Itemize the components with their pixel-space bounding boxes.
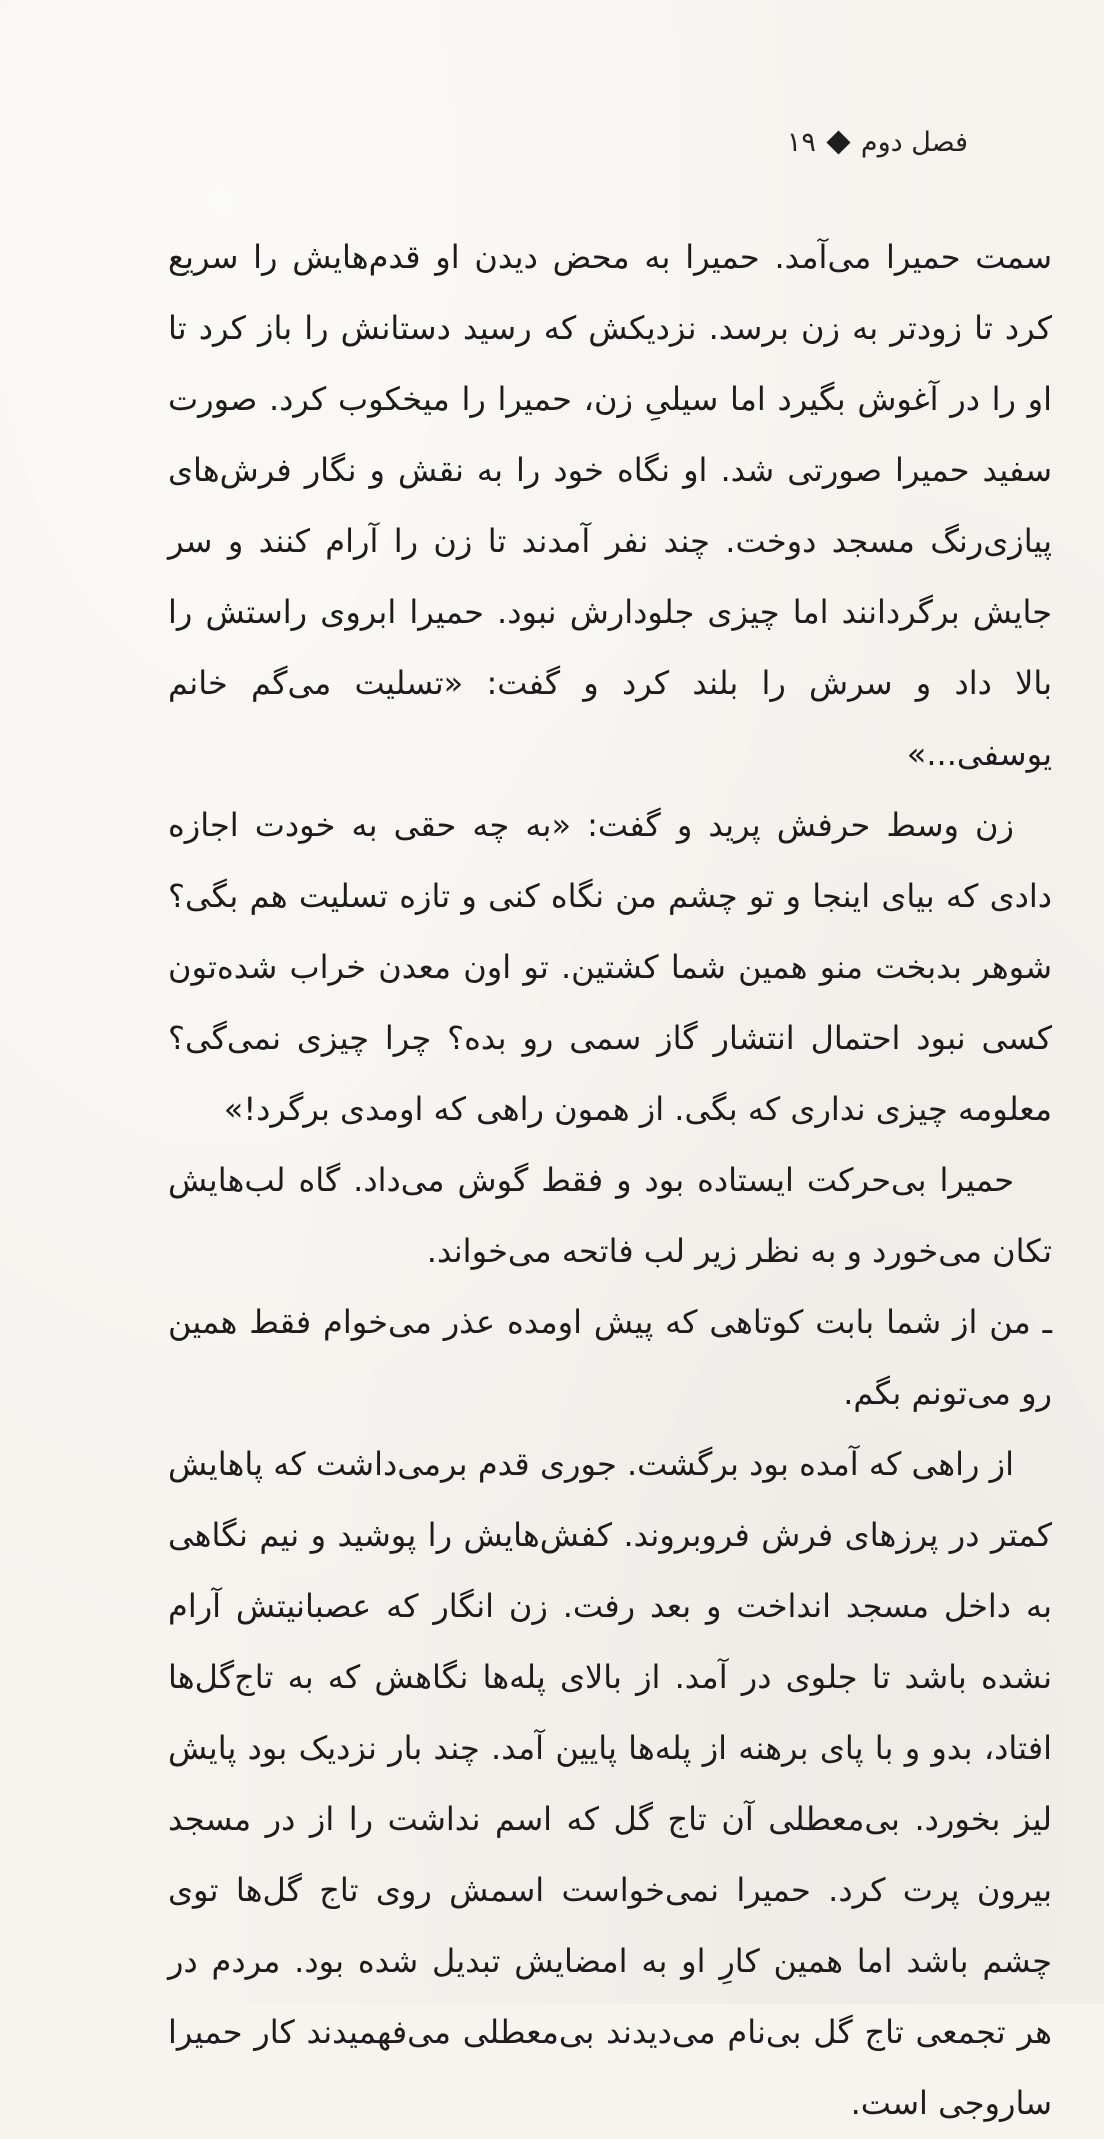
dialogue-paragraph: ـ من از شما بابت کوتاهی که پیش اومده عذر می‌خوام فقط همین رو می‌تونم بگم. [168, 1303, 1052, 1412]
paragraph: سمت حمیرا می‌آمد. حمیرا به محض دیدن او قدم‌هایش را سریع کرد تا زودتر به زن برسد. نزدیکش که رسید دستانش را باز کرد تا او را در آغوش بگیرد اما سیلیِ زن، حمیرا را میخکوب کرد. صورت سفید حمیرا صورتی شد. او نگاه خود را به نقش و نگار فرش‌های پیازی‌رنگ مسجد دوخت. چند نفر آمدند تا زن را آرام کنند و سر جایش برگردانند اما چیزی جلودارش نبود. حمیرا ابروی راستش را بالا داد و سرش را بلند کرد و گفت: «تسلیت می‌گم خانم یوسفی...» [168, 238, 1052, 773]
paragraph: زن وسط حرفش پرید و گفت: «به چه حقی به خودت اجازه دادی که بیای اینجا و تو چشم من نگاه کنی و تازه تسلیت هم بگی؟ شوهر بدبخت منو همین شما کشتین. تو اون معدن خراب شده‌تون کسی نبود احتمال انتشار گاز سمی رو بده؟ چرا چیزی نمی‌گی؟ معلومه چیزی نداری که بگی. از همون راهی که اومدی برگرد!» [168, 806, 1052, 1128]
paragraph: از راهی که آمده بود برگشت. جوری قدم برمی‌داشت که پاهایش کمتر در پرزهای فرش فروبروند. کفش‌هایش را پوشید و نیم نگاهی به داخل مسجد انداخت و بعد رفت. زن انگار که عصبانیتش آرام نشده باشد تا جلوی در آمد. از بالای پله‌ها نگاهش که به تاج‌گل‌ها افتاد، بدو و با پای برهنه از پله‌ها پایین آمد. چند بار نزدیک بود پایش لیز بخورد. بی‌معطلی آن تاج گل که اسم نداشت را از در مسجد بیرون پرت کرد. حمیرا نمی‌خواست اسمش روی تاج گل‌ها توی چشم باشد اما همین کارِ او به امضایش تبدیل شده بود. مردم در هر تجمعی تاج گل بی‌نام می‌دیدند بی‌معطلی می‌فهمیدند کار حمیرا ساروجی است. [168, 1445, 1052, 2122]
diamond-icon [826, 130, 850, 154]
paragraph: حمیرا بی‌حرکت ایستاده بود و فقط گوش می‌داد. گاه لب‌هایش تکان می‌خورد و به نظر زیر لب فاتحه می‌خواند. [168, 1161, 1052, 1270]
body-text [168, 222, 1052, 2139]
page-header [168, 118, 968, 166]
chapter-title: فصل دوم [860, 126, 968, 158]
page-number: ۱۹ [786, 126, 816, 158]
